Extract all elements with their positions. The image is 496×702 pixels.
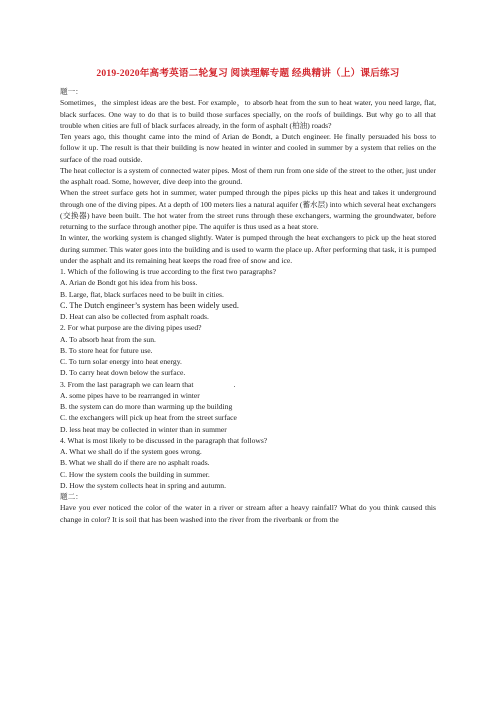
paragraph: Have you ever noticed the color of the water in a river or stream after a heavy rainfall? What do you think caused this change in color? It is soil that has been washed into the river from the riverbank or from the: [60, 503, 436, 524]
document-body: [60, 86, 436, 525]
answer-option: C. To turn solar energy into heat energy.: [60, 357, 182, 366]
answer-option: D. Heat can also be collected from asphalt roads.: [60, 312, 209, 321]
question-stem: [60, 379, 436, 390]
answer-option: D. How the system collects heat in spring and autumn.: [60, 480, 226, 490]
question-end: .: [233, 379, 236, 389]
section-heading: 题一：: [60, 87, 83, 96]
paragraph: When the street surface gets hot in summer, water pumped through the pipes picks up this heat and takes it underground through one of the diving pipes. At a depth of 100 meters lies a natural aquifer (蓄水层) into which several heat exchangers (交换器) have been built. The hot water from the street runs through these exchangers, warming the groundwater, before returning to the surface through another pipe. The aquifer is thus used as a heat store.: [60, 188, 436, 231]
question-stem: 4. What is most likely to be discussed in the paragraph that follows?: [60, 435, 268, 445]
answer-option: A. To absorb heat from the sun.: [60, 334, 156, 344]
answer-option: B. What we shall do if there are no asphalt roads.: [60, 458, 210, 468]
paragraph: Sometimes，the simplest ideas are the best. For example，to absorb heat from the sun to heat water, you need large, flat, black surfaces. One way to do that is to build those surfaces specially, on the roofs of buildings. But why go to all that trouble when cities are full of black surfaces already, in the form of asphalt (柏油) roads?: [60, 98, 436, 130]
answer-option: A. some pipes have to be rearranged in winter: [60, 390, 200, 400]
answer-option: C. the exchangers will pick up heat from the street surface: [60, 413, 237, 423]
question-stem: 1. Which of the following is true according to the first two paragraphs?: [60, 267, 277, 276]
answer-option: A. Arian de Bondt got his idea from his boss.: [60, 278, 198, 288]
document-title: 2019-2020年高考英语二轮复习 阅读理解专题 经典精讲（上）课后练习: [96, 68, 400, 79]
paragraph: Ten years ago, this thought came into the mind of Arian de Bondt, a Dutch engineer. He finally persuaded his boss to follow it up. The result is that their building is now heated in winter and cooled in summer by a system that relies on the surface of the road outside.: [60, 132, 436, 164]
question-text: 3. From the last paragraph we can learn that: [60, 379, 194, 389]
question-stem: 2. For what purpose are the diving pipes used?: [60, 323, 202, 333]
answer-option: B. To store heat for future use.: [60, 345, 153, 355]
answer-option: C. How the system cools the building in summer.: [60, 469, 210, 479]
answer-option: B. the system can do more than warming up the building: [60, 402, 233, 411]
paragraph: In winter, the working system is changed slightly. Water is pumped through the heat exchangers to pick up the heat stored during summer. This water goes into the building and is used to warm the place up. After performing that task, it is pumped under the asphalt and its remaining heat keeps the road free of snow and ice.: [60, 233, 436, 265]
section-heading: 题二：: [60, 492, 83, 501]
answer-option: D. To carry heat down below the surface.: [60, 368, 186, 378]
answer-option: B. Large, flat, black surfaces need to be built in cities.: [60, 289, 224, 299]
answer-option: C. The Dutch engineer’s system has been widely used.: [60, 300, 239, 310]
answer-option: D. less heat may be collected in winter than in summer: [60, 424, 227, 434]
answer-option: A. What we shall do if the system goes wrong.: [60, 447, 202, 456]
paragraph: The heat collector is a system of connected water pipes. Most of them run from one side of the street to the other, just under the asphalt road. Some, however, dive deep into the ground.: [60, 165, 436, 186]
